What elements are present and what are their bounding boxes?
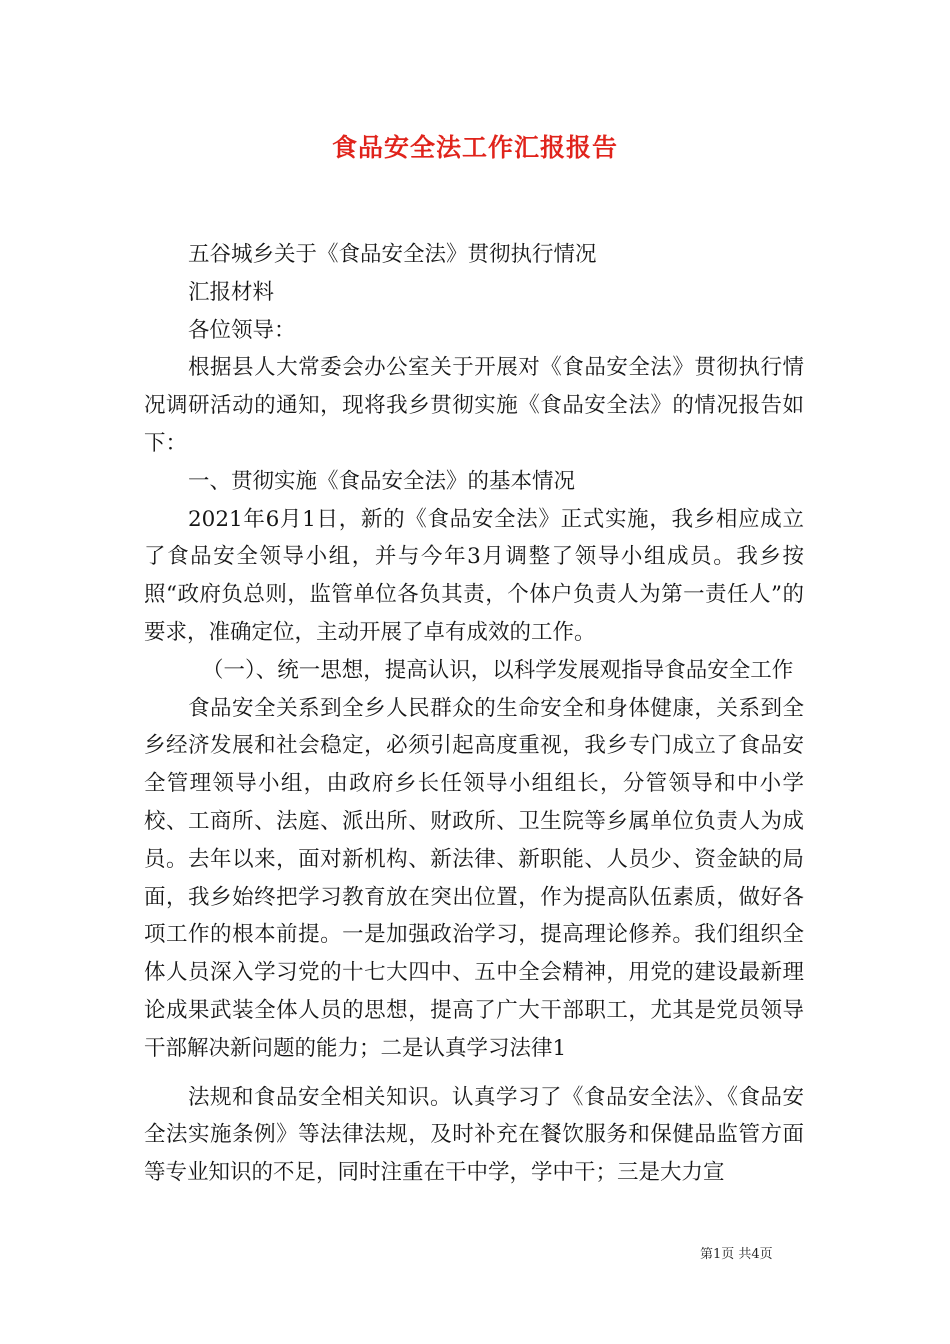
section-heading-basic-situation: 一、贯彻实施《食品安全法》的基本情况 [188,468,576,494]
subsection-heading-unify-thinking: （一）、统一思想，提高认识，以科学发展观指导食品安全工作 [202,657,794,683]
paragraph-legal-study: 法规和食品安全相关知识。认真学习了《食品安全法》、《食品安全法实施条例》等法律法规，及时补充在餐饮服务和保健品监管方面等专业知识的不足，同时注重在干中学，学中干；三是大力宣 [144,1084,804,1186]
paragraph-introduction: 根据县人大常委会办公室关于开展对《食品安全法》贯彻执行情况调研活动的通知，现将我乡贯彻实施《食品安全法》的情况报告如下： [144,355,804,456]
paragraph-food-safety-management: 食品安全关系到全乡人民群众的生命安全和身体健康，关系到全乡经济发展和社会稳定，必须引起高度重视，我乡专门成立了食品安全管理领导小组，由政府乡长任领导小组组长，分管领导和中小学校、工商所、法庭、派出所、财政所、卫生院等乡属单位负责人为成员。去年以来，面对新机构、新法律、新职能、人员少、资金缺的局面，我乡始终把学习教育放在突出位置，作为提高队伍素质，做好各项工作的根本前提。一是加强政治学习，提高理论修养。我们组织全体人员深入学习党的十七大四中、五中全会精神，用党的建设最新理论成果武装全体人员的思想，提高了广大干部职工，尤其是党员领导干部解决新问题的能力；二是认真学习法律1 [144,695,804,1061]
paragraph-salutation: 各位领导： [188,317,296,343]
document-body [144,236,804,1192]
document-title: 食品安全法工作汇报报告 [331,133,618,162]
page-number-footer: 第1页 共4页 [700,1247,773,1262]
paragraph-subject-line: 五谷城乡关于《食品安全法》贯彻执行情况 [188,242,597,267]
paragraph-implementation: 2021年6月1日，新的《食品安全法》正式实施，我乡相应成立了食品安全领导小组，并与今年3月调整了领导小组成员。我乡按照“政府负总则，监管单位各负其责，个体户负责人为第一责任人”的要求，准确定位，主动开展了卓有成效的工作。 [144,506,804,645]
paragraph-subject-continuation: 汇报材料 [188,279,275,305]
